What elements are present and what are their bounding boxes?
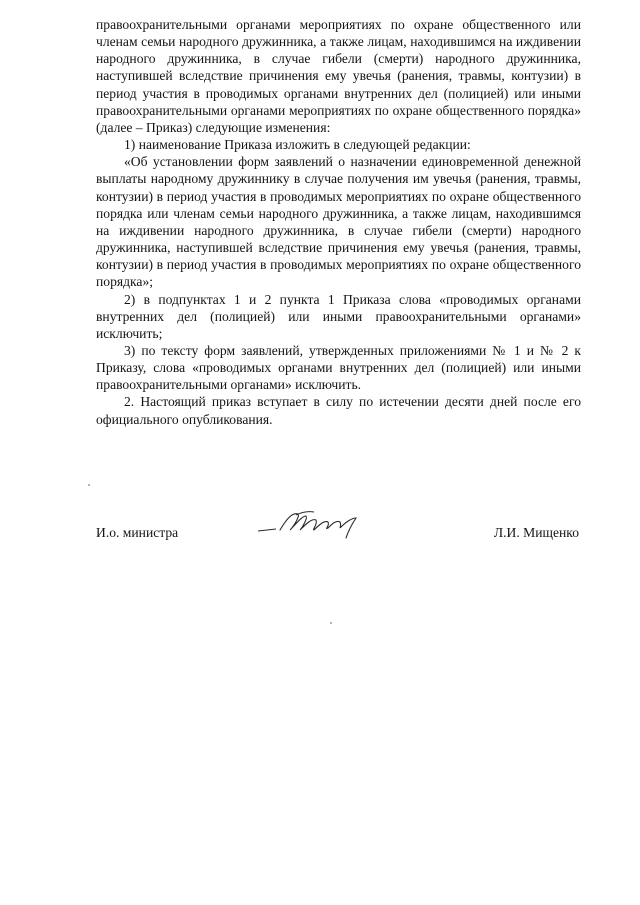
signatory-title: И.о. министра bbox=[96, 525, 179, 540]
paragraph-new-title: «Об установлении форм заявлений о назначении единовременной денежной выплаты народному дружиннику в случае получения им увечья (ранения, травмы, контузии) в период участия в проводимых мероприятиях по охране общественного порядка или членам семьи народного дружинника, а также лицам, находившимся на иждивении народного дружинника, в случае гибели (смерти) народного дружинника, наступившей вследствие причинения ему увечья (ранения, травмы, контузии) в период участия в проводимых мероприятиях по охране общественного порядка»; bbox=[96, 154, 581, 290]
paragraph-effective-date: 2. Настоящий приказ вступает в силу по истечении десяти дней после его официального опубликования. bbox=[96, 394, 581, 427]
paragraph-item-1: 1) наименование Приказа изложить в следующей редакции: bbox=[124, 137, 471, 153]
paragraph-continuation: правоохранительными органами мероприятиях по охране общественного или членам семьи народного дружинника, а также лицам, находившимся на иждивении народного дружинника, в случае гибели (смерти) народного дружинника, наступившей вследствие причинения ему увечья (ранения, травмы, контузии) в период участия в проводимых органами внутренних дел (полицией) или иными правоохранительными органами мероприятиях по охране общественного порядка» (далее – Приказ) следующие изменения: bbox=[96, 17, 581, 135]
scan-speck bbox=[88, 484, 90, 486]
document-body bbox=[96, 16, 581, 428]
scan-speck bbox=[330, 622, 332, 624]
paragraph-item-2: 2) в подпунктах 1 и 2 пункта 1 Приказа слова «проводимых органами внутренних дел (полицией) или иными правоохранительными органами» исключить; bbox=[96, 291, 581, 341]
paragraph-item-3: 3) по тексту форм заявлений, утвержденных приложениями № 1 и № 2 к Приказу, слова «проводимых органами внутренних дел (полицией) или иными правоохранительными органами» исключить. bbox=[96, 342, 581, 393]
signatory-name: Л.И. Мищенко bbox=[493, 525, 579, 540]
handwritten-signature bbox=[256, 506, 374, 542]
